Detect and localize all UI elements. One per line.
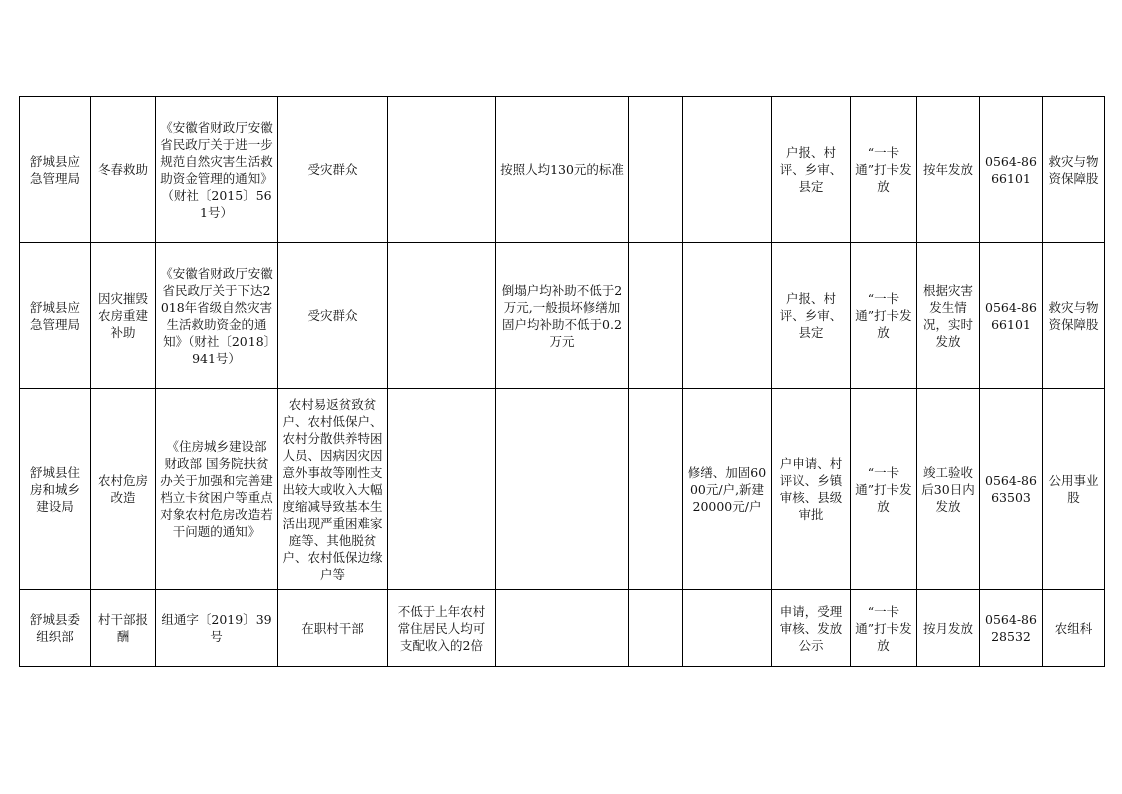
policy-basis-cell: 组通字〔2019〕39号 [156, 590, 278, 667]
phone-cell: 0564-8663503 [980, 389, 1043, 590]
standard-cell: 按照人均130元的标准 [496, 97, 629, 243]
office-cell: 农组科 [1043, 590, 1105, 667]
target-cell: 受灾群众 [278, 243, 388, 389]
procedure-cell: 申请，受理审核、发放公示 [772, 590, 851, 667]
office-cell: 救灾与物资保障股 [1043, 97, 1105, 243]
column-8-cell [683, 243, 772, 389]
column-8-cell: 修缮、加固6000元/户,新建 20000元/户 [683, 389, 772, 590]
procedure-cell: 户报、村评、乡审、县定 [772, 243, 851, 389]
table-row [20, 389, 1105, 590]
department-cell: 舒城县住房和城乡建设局 [20, 389, 91, 590]
column-5-cell: 不低于上年农村常住居民人均可支配收入的2倍 [388, 590, 496, 667]
target-cell: 农村易返贫致贫户、农村低保户、农村分散供养特困人员、因病因灾因意外事故等刚性支出较大或收入大幅度缩减导致基本生活出现严重困难家庭等、其他脱贫户、农村低保边缘户等 [278, 389, 388, 590]
column-7-cell [629, 97, 683, 243]
item-cell: 村干部报酬 [91, 590, 156, 667]
column-7-cell [629, 243, 683, 389]
payment-timing-cell: 竣工验收后30日内发放 [917, 389, 980, 590]
payment-timing-cell: 按月发放 [917, 590, 980, 667]
item-cell: 因灾摧毁农房重建补助 [91, 243, 156, 389]
column-7-cell [629, 590, 683, 667]
payment-method-cell: “一卡通”打卡发放 [851, 590, 917, 667]
target-cell: 受灾群众 [278, 97, 388, 243]
standard-cell [496, 389, 629, 590]
office-cell: 公用事业股 [1043, 389, 1105, 590]
standard-cell [496, 590, 629, 667]
department-cell: 舒城县应急管理局 [20, 97, 91, 243]
table-row [20, 97, 1105, 243]
phone-cell: 0564-8666101 [980, 243, 1043, 389]
table-row [20, 590, 1105, 667]
column-5-cell [388, 389, 496, 590]
item-cell: 农村危房改造 [91, 389, 156, 590]
policy-table [19, 96, 1105, 667]
phone-cell: 0564-8666101 [980, 97, 1043, 243]
target-cell: 在职村干部 [278, 590, 388, 667]
policy-basis-cell: 《安徽省财政厅安徽省民政厅关于下达2018年省级自然灾害生活救助资金的通知》（财社〔2018〕941号） [156, 243, 278, 389]
column-8-cell [683, 97, 772, 243]
payment-method-cell: “一卡通”打卡发放 [851, 389, 917, 590]
column-5-cell [388, 97, 496, 243]
policy-basis-cell: 《安徽省财政厅安徽省民政厅关于进一步规范自然灾害生活救助资金管理的通知》（财社〔2015〕561号） [156, 97, 278, 243]
column-5-cell [388, 243, 496, 389]
standard-cell: 倒塌户均补助不低于2万元,一般损坏修缮加固户均补助不低于0.2万元 [496, 243, 629, 389]
column-7-cell [629, 389, 683, 590]
department-cell: 舒城县应急管理局 [20, 243, 91, 389]
payment-method-cell: “一卡通”打卡发放 [851, 243, 917, 389]
office-cell: 救灾与物资保障股 [1043, 243, 1105, 389]
payment-timing-cell: 按年发放 [917, 97, 980, 243]
item-cell: 冬春救助 [91, 97, 156, 243]
policy-basis-cell: 《住房城乡建设部 财政部 国务院扶贫办关于加强和完善建档立卡贫困户等重点对象农村危房改造若干问题的通知》 [156, 389, 278, 590]
procedure-cell: 户申请、村评议、乡镇审核、县级审批 [772, 389, 851, 590]
department-cell: 舒城县委组织部 [20, 590, 91, 667]
table-row [20, 243, 1105, 389]
payment-method-cell: “一卡通”打卡发放 [851, 97, 917, 243]
procedure-cell: 户报、村评、乡审、县定 [772, 97, 851, 243]
phone-cell: 0564-8628532 [980, 590, 1043, 667]
payment-timing-cell: 根据灾害发生情况，实时发放 [917, 243, 980, 389]
column-8-cell [683, 590, 772, 667]
